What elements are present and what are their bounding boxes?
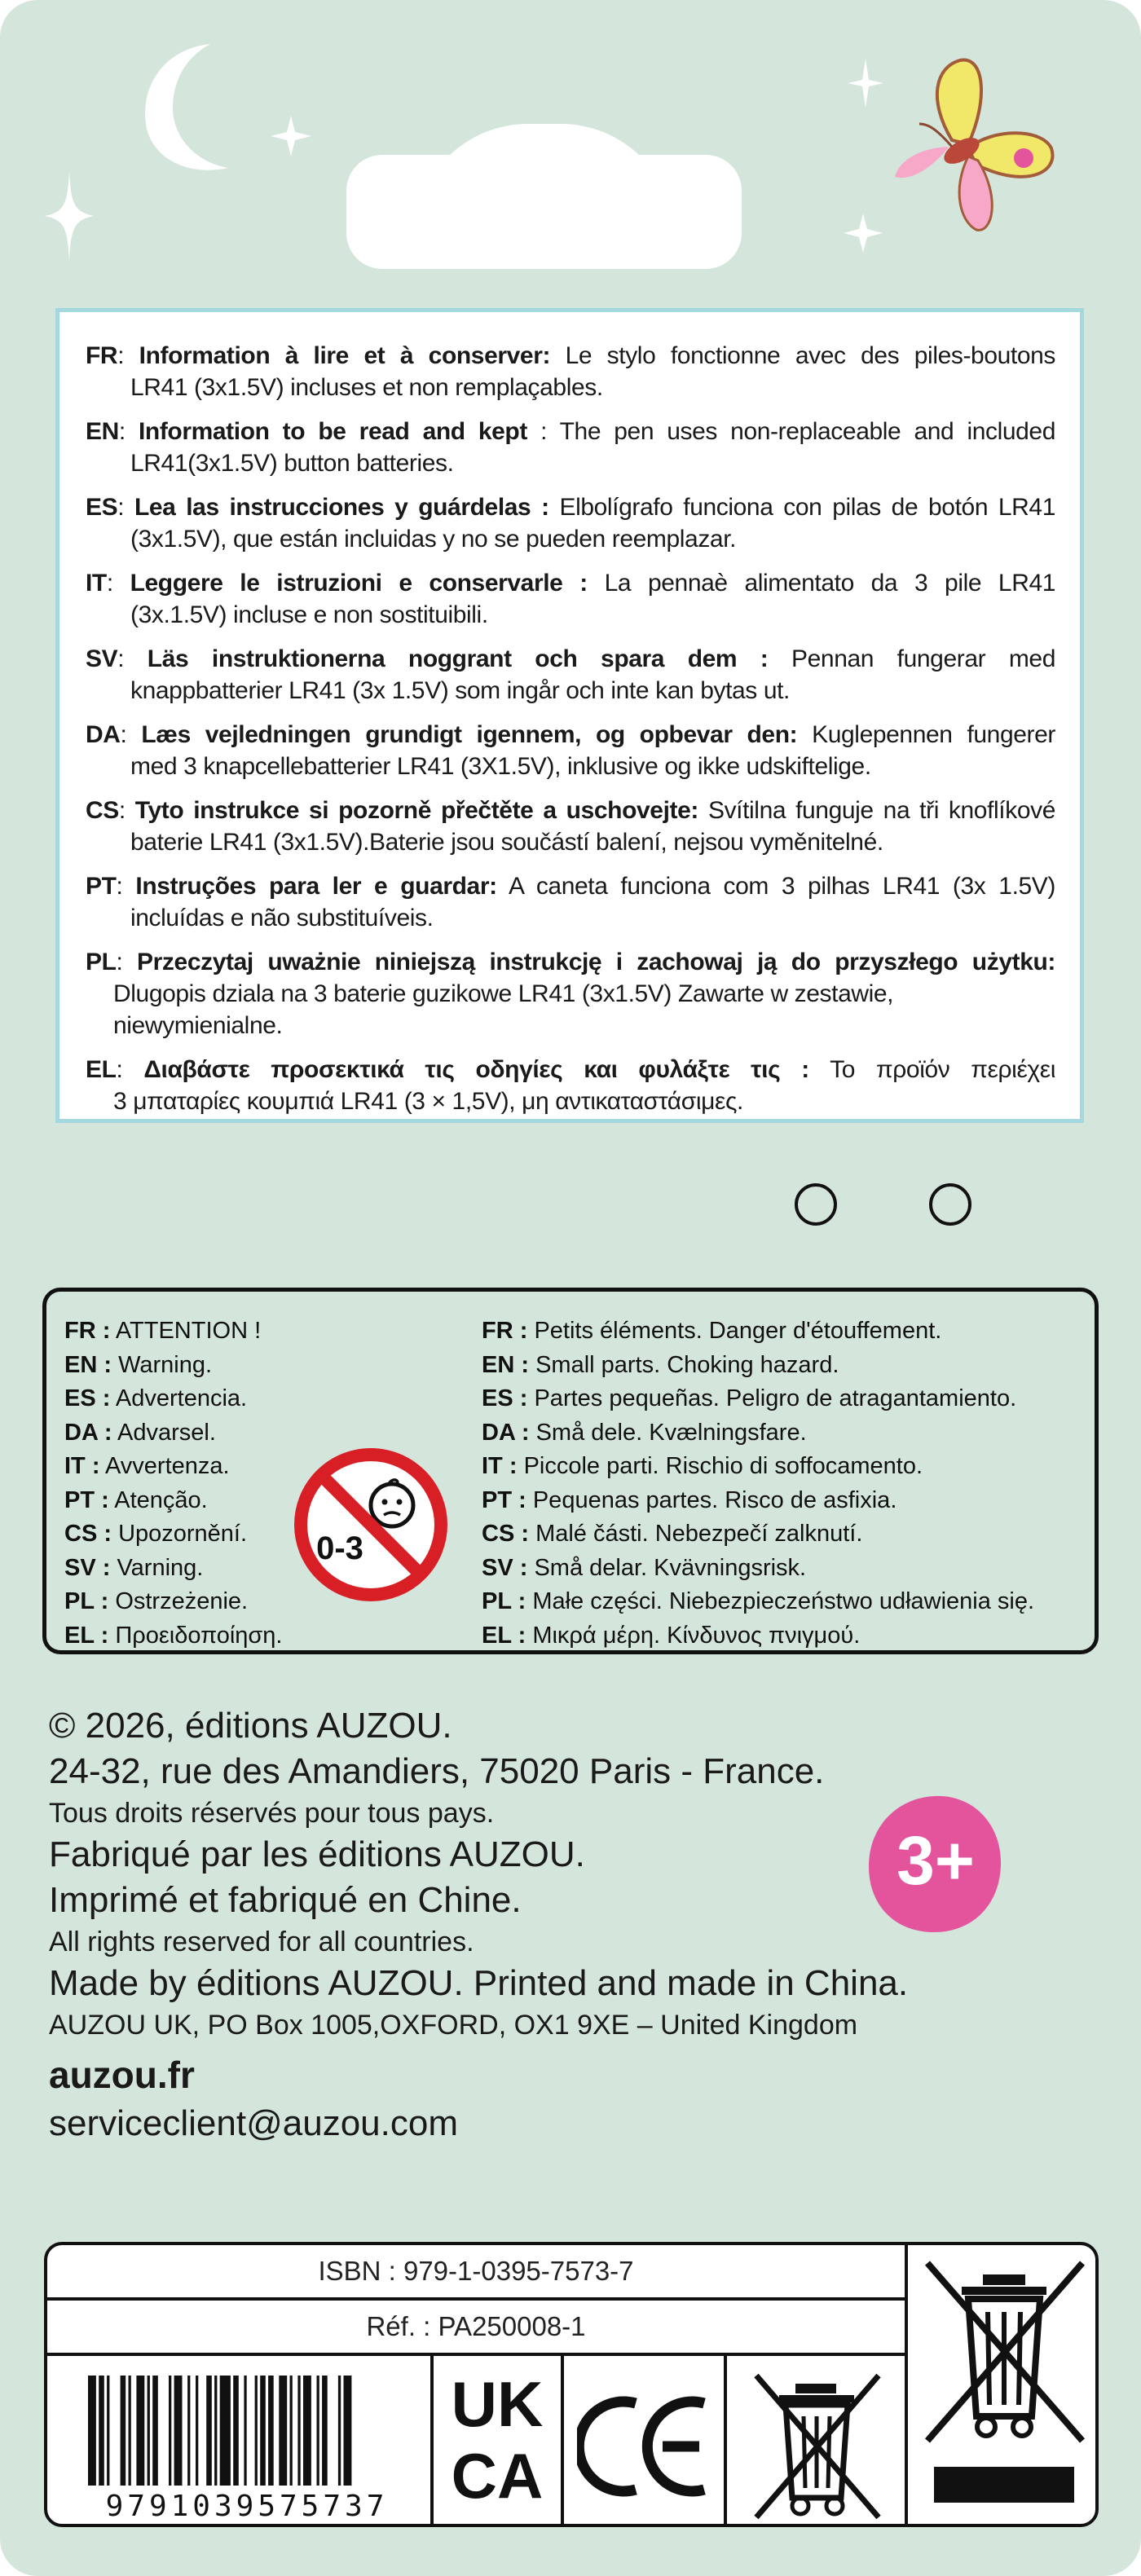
info-heading: Lea las instrucciones y guárdelas : [134,494,549,521]
crossed-out-bin-with-bar-icon [919,2253,1090,2522]
warning-text: Partes pequeñas. Peligro de atragantamiento. [534,1385,1017,1411]
info-entry-first-line: FR: Information à lire et à conserver: Le stylo fonctionne avec des piles-boutons [86,342,1056,369]
warning-text: Pequenas partes. Risco de asfixia. [532,1486,897,1513]
moon-icon [114,39,236,178]
warning-text: Małe części. Niebezpieczeństwo udławienia się. [532,1588,1035,1614]
language-code: FR : [482,1318,528,1344]
pictogram-age-label: 0-3 [316,1530,363,1566]
language-code: SV : [482,1554,528,1581]
info-text-continued: (3x1.5V), que están incluidas y no se pueden reemplazar. [130,526,737,553]
info-entry-el [86,1054,1055,1117]
hang-hole [346,155,742,269]
info-text: Kuglepennen fungerer [812,721,1055,748]
language-code: PL : [64,1588,109,1614]
language-code: PL [86,949,117,975]
info-text-continued: med 3 knapcellebatterier LR41 (3X1.5V), inklusive og ikke udskiftelige. [130,753,871,780]
language-code: EN [86,418,119,445]
barcode-bar [260,2376,266,2486]
star-icon [271,116,311,156]
warning-right-row [482,1382,1034,1416]
language-code: ES [86,494,118,521]
copyright-line: © 2026, éditions AUZOU. [49,1706,452,1746]
hole-left [795,1183,837,1226]
info-text-continued: LR41(3x1.5V) button batteries. [130,450,454,477]
warning-right-row [482,1314,1034,1349]
info-text: La pennaè alimentato da 3 pile LR41 [604,570,1056,597]
language-code: EL [86,1056,117,1083]
info-entry-first-line: ES: Lea las instrucciones y guárdelas : Elbolígrafo funciona con pilas de botón LR41 [86,494,1055,521]
ukca-top: UK [451,2368,544,2440]
barcode-bar [187,2376,190,2486]
warning-label-column [64,1314,283,1653]
warning-text: Μικρά μέρη. Κίνδυνος πνιγμού. [532,1622,861,1649]
choking-hazard-warning-box [42,1288,1099,1654]
compliance-panel [44,2242,1099,2527]
crossed-out-bin-icon [748,2367,887,2522]
barcode-bar [121,2376,126,2486]
barcode-bar [169,2376,171,2486]
warning-right-row [482,1349,1034,1383]
language-code: PT : [64,1486,109,1513]
info-text: Elbolígrafo funciona con pilas de botón LR41 [559,494,1055,521]
warning-left-row [64,1450,283,1484]
publisher-address: 24-32, rue des Amandiers, 75020 Paris - France. [49,1751,825,1791]
info-entry-first-line: EL: Διαβάστε προσεκτικά τις οδηγίες και φυλάξτε τις : Το προϊόν περιέχει [86,1056,1056,1083]
barcode-bar [136,2376,144,2486]
info-entry-first-line: SV: Läs instruktionerna noggrant och spara dem : Pennan fungerar med [86,645,1055,672]
warning-text: Varning. [117,1554,204,1581]
language-code: PT [86,873,117,900]
service-email[interactable]: serviceclient@auzou.com [49,2103,458,2143]
barcode-digits: 9791039575737 [105,2490,389,2522]
warning-right-row [482,1552,1034,1586]
warning-left-row [64,1517,283,1552]
language-code: IT : [482,1453,518,1479]
barcode-bar [255,2376,258,2486]
barcode-bar [317,2376,319,2486]
info-entry-da [86,719,1055,782]
info-text-continued: knappbatterier LR41 (3x 1.5V) som ingår och inte kan bytas ut. [130,677,790,704]
barcode-bar [297,2376,300,2486]
info-heading: Instruções para ler e guardar: [135,873,497,900]
isbn-row [47,2245,905,2301]
language-code: PT : [482,1486,526,1513]
isbn-text: ISBN : 979-1-0395-7573-7 [318,2256,634,2286]
barcode-bar [206,2376,212,2486]
info-entry-cs [86,795,1055,858]
info-entry-en [86,416,1055,479]
info-text-continued: Dlugopis dziala na 3 baterie guzikowe LR41 (3x1.5V) Zawarte w zestawie, niewymienialne. [113,980,894,1039]
language-code: SV : [64,1554,111,1581]
publisher-legal-block [49,1703,908,2147]
rights-en: All rights reserved for all countries. [49,1926,474,1957]
warning-right-row [482,1450,1034,1484]
made-by-en: Made by éditions AUZOU. Printed and made in China. [49,1963,909,2003]
info-entry-pt [86,870,1055,934]
info-heading: Tyto instrukce si pozorně přečtěte a uschovejte: [134,797,698,824]
barcode-bar [99,2376,104,2486]
info-heading: Läs instruktionerna noggrant och spara dem : [147,645,769,672]
warning-left-row [64,1416,283,1451]
info-heading: Læs vejledningen grundigt igennem, og opbevar den: [141,721,798,748]
age-badge-label: 3+ [896,1822,975,1899]
info-text-continued: LR41 (3x1.5V) incluses et non remplaçables. [130,374,603,401]
warning-text: Små dele. Kvælningsfare. [535,1419,807,1446]
rights-fr: Tous droits réservés pour tous pays. [49,1798,495,1829]
barcode-bar [268,2376,274,2486]
barcode-bar [107,2376,109,2486]
info-text: A caneta funciona com 3 pilhas LR41 (3x 1.5V) [508,873,1056,900]
barcode-bar [244,2376,246,2486]
barcode-bar [129,2376,131,2486]
language-code: CS : [64,1521,112,1547]
warning-text: Warning. [118,1351,213,1378]
warning-right-row [482,1619,1034,1653]
star-icon [45,171,94,261]
language-code: FR [86,342,118,369]
language-code: IT : [64,1453,100,1479]
barcode-bar [174,2376,183,2486]
warning-left-row [64,1585,283,1619]
language-code: EN : [64,1351,112,1378]
barcode-bar [279,2376,287,2486]
ce-mark [577,2393,711,2499]
warning-text: Small parts. Choking hazard. [535,1351,839,1378]
butterfly-icon [870,51,1066,238]
info-text-continued: incluídas e não substituíveis. [130,905,434,931]
panel-divider [724,2356,727,2527]
ukca-mark [440,2367,554,2514]
warning-text: Avvertenza. [104,1453,230,1479]
info-heading: Leggere le istruzioni e conservarle : [130,570,588,597]
warning-text: Advertencia. [115,1385,248,1411]
info-entry-first-line: DA: Læs vejledningen grundigt igennem, og opbevar den: Kuglepennen fungerer [86,721,1055,748]
battery-information-box [55,308,1084,1123]
barcode-bar [303,2376,311,2486]
warning-text: Advarsel. [117,1419,216,1446]
ref-row [47,2301,905,2356]
no-children-under-3-icon [293,1447,449,1603]
info-entry-first-line: IT: Leggere le istruzioni e conservarle : La pennaè alimentato da 3 pile LR41 [86,570,1056,597]
info-entry-first-line: EN: Information to be read and kept : The pen uses non-replaceable and included [86,418,1055,445]
barcode [80,2376,414,2522]
made-by-fr: Fabriqué par les éditions AUZOU. [49,1834,585,1874]
barcode-bar [344,2376,352,2486]
language-code: ES : [482,1385,528,1411]
language-code: EL : [64,1622,109,1649]
language-code: CS : [482,1521,529,1547]
language-code: CS [86,797,119,824]
barcode-bar [220,2376,231,2486]
warning-text: ATTENTION ! [115,1318,262,1344]
warning-text: Ostrzeżenie. [115,1588,249,1614]
barcode-bar [148,2376,150,2486]
panel-divider [561,2356,564,2527]
warning-text: Προειδοποίηση. [115,1622,283,1649]
barcode-bar [322,2376,328,2486]
info-text-continued: (3x.1.5V) incluse e non sostituibili. [130,601,488,628]
warning-text: Atenção. [114,1486,208,1513]
warning-left-row [64,1552,283,1586]
hole-right [929,1183,971,1226]
info-text: Pennan fungerar med [791,645,1055,672]
language-code: ES : [64,1385,111,1411]
warning-right-row [482,1517,1034,1552]
info-entry-sv [86,643,1055,707]
warning-text-column [482,1314,1034,1653]
info-entry-es [86,491,1055,555]
info-entry-first-line: PT: Instruções para ler e guardar: A caneta funciona com 3 pilhas LR41 (3x 1.5V) [86,873,1056,900]
warning-text: Petits éléments. Danger d'étouffement. [534,1318,942,1344]
warning-text: Piccole parti. Rischio di soffocamento. [523,1453,923,1479]
info-heading: Information to be read and kept [138,418,527,445]
barcode-bar [290,2376,293,2486]
warning-text: Malé části. Nebezpečí zalknutí. [535,1521,863,1547]
barcode-bar [338,2376,341,2486]
info-text-continued: 3 μπαταρίες κουμπιά LR41 (3 × 1,5V), μη αντικαταστάσιμες. [113,1088,743,1115]
info-entry-pl [86,946,1055,1041]
language-code: DA [86,721,121,748]
info-heading: Information à lire et à conserver: [139,342,551,369]
warning-left-row [64,1382,283,1416]
warning-right-row [482,1484,1034,1518]
reference-text: Réf. : PA250008-1 [366,2311,586,2341]
warning-left-row [64,1314,283,1349]
warning-left-row [64,1349,283,1383]
info-text-continued: baterie LR41 (3x1.5V).Baterie jsou součástí balení, nejsou vyměnitelné. [130,829,883,856]
website-link[interactable]: auzou.fr [49,2054,195,2096]
language-code: EN : [482,1351,529,1378]
warning-text: Små delar. Kvävningsrisk. [534,1554,807,1581]
info-text: Le stylo fonctionne avec des piles-boutons [565,342,1056,369]
barcode-bar [214,2376,217,2486]
barcode-bar [233,2376,239,2486]
info-entry-first-line: PL: Przeczytaj uważnie niniejszą instrukcję i zachowaj ją do przyszłego użytku: [86,949,1055,975]
uk-address: AUZOU UK, PO Box 1005,OXFORD, OX1 9XE – United Kingdom [49,2010,858,2041]
language-code: PL : [482,1588,526,1614]
info-text: Το προϊόν περιέχει [830,1056,1056,1083]
language-code: FR : [64,1318,111,1344]
info-heading: Przeczytaj uważnie niniejszą instrukcję i zachowaj ją do przyszłego użytku: [137,949,1055,975]
info-heading: Διαβάστε προσεκτικά τις οδηγίες και φυλάξτε τις : [143,1056,809,1083]
language-code: SV [86,645,118,672]
language-code: IT [86,570,107,597]
warning-left-row [64,1619,283,1653]
barcode-bar [152,2376,158,2486]
warning-right-row [482,1585,1034,1619]
barcode-bar [88,2376,96,2486]
panel-divider [905,2245,908,2527]
language-code: EL : [482,1622,526,1649]
ukca-bottom: CA [451,2440,544,2512]
panel-divider [430,2356,434,2527]
printed-fr: Imprimé et fabriqué en Chine. [49,1880,522,1920]
language-code: DA : [482,1419,530,1446]
age-badge [866,1793,1004,1935]
info-entry-first-line: CS: Tyto instrukce si pozorně přečtěte a uschovejte: Svítilna funguje na tři knoflíkové [86,797,1056,824]
info-text: Svítilna funguje na tři knoflíkové [707,797,1056,824]
warning-right-row [482,1416,1034,1451]
info-entry-it [86,567,1055,631]
barcode-bar [196,2376,198,2486]
info-text: : The pen uses non-replaceable and included [540,418,1055,445]
language-code: DA : [64,1419,112,1446]
warning-left-row [64,1484,283,1518]
warning-text: Upozornění. [118,1521,248,1547]
info-entry-fr [86,340,1055,403]
